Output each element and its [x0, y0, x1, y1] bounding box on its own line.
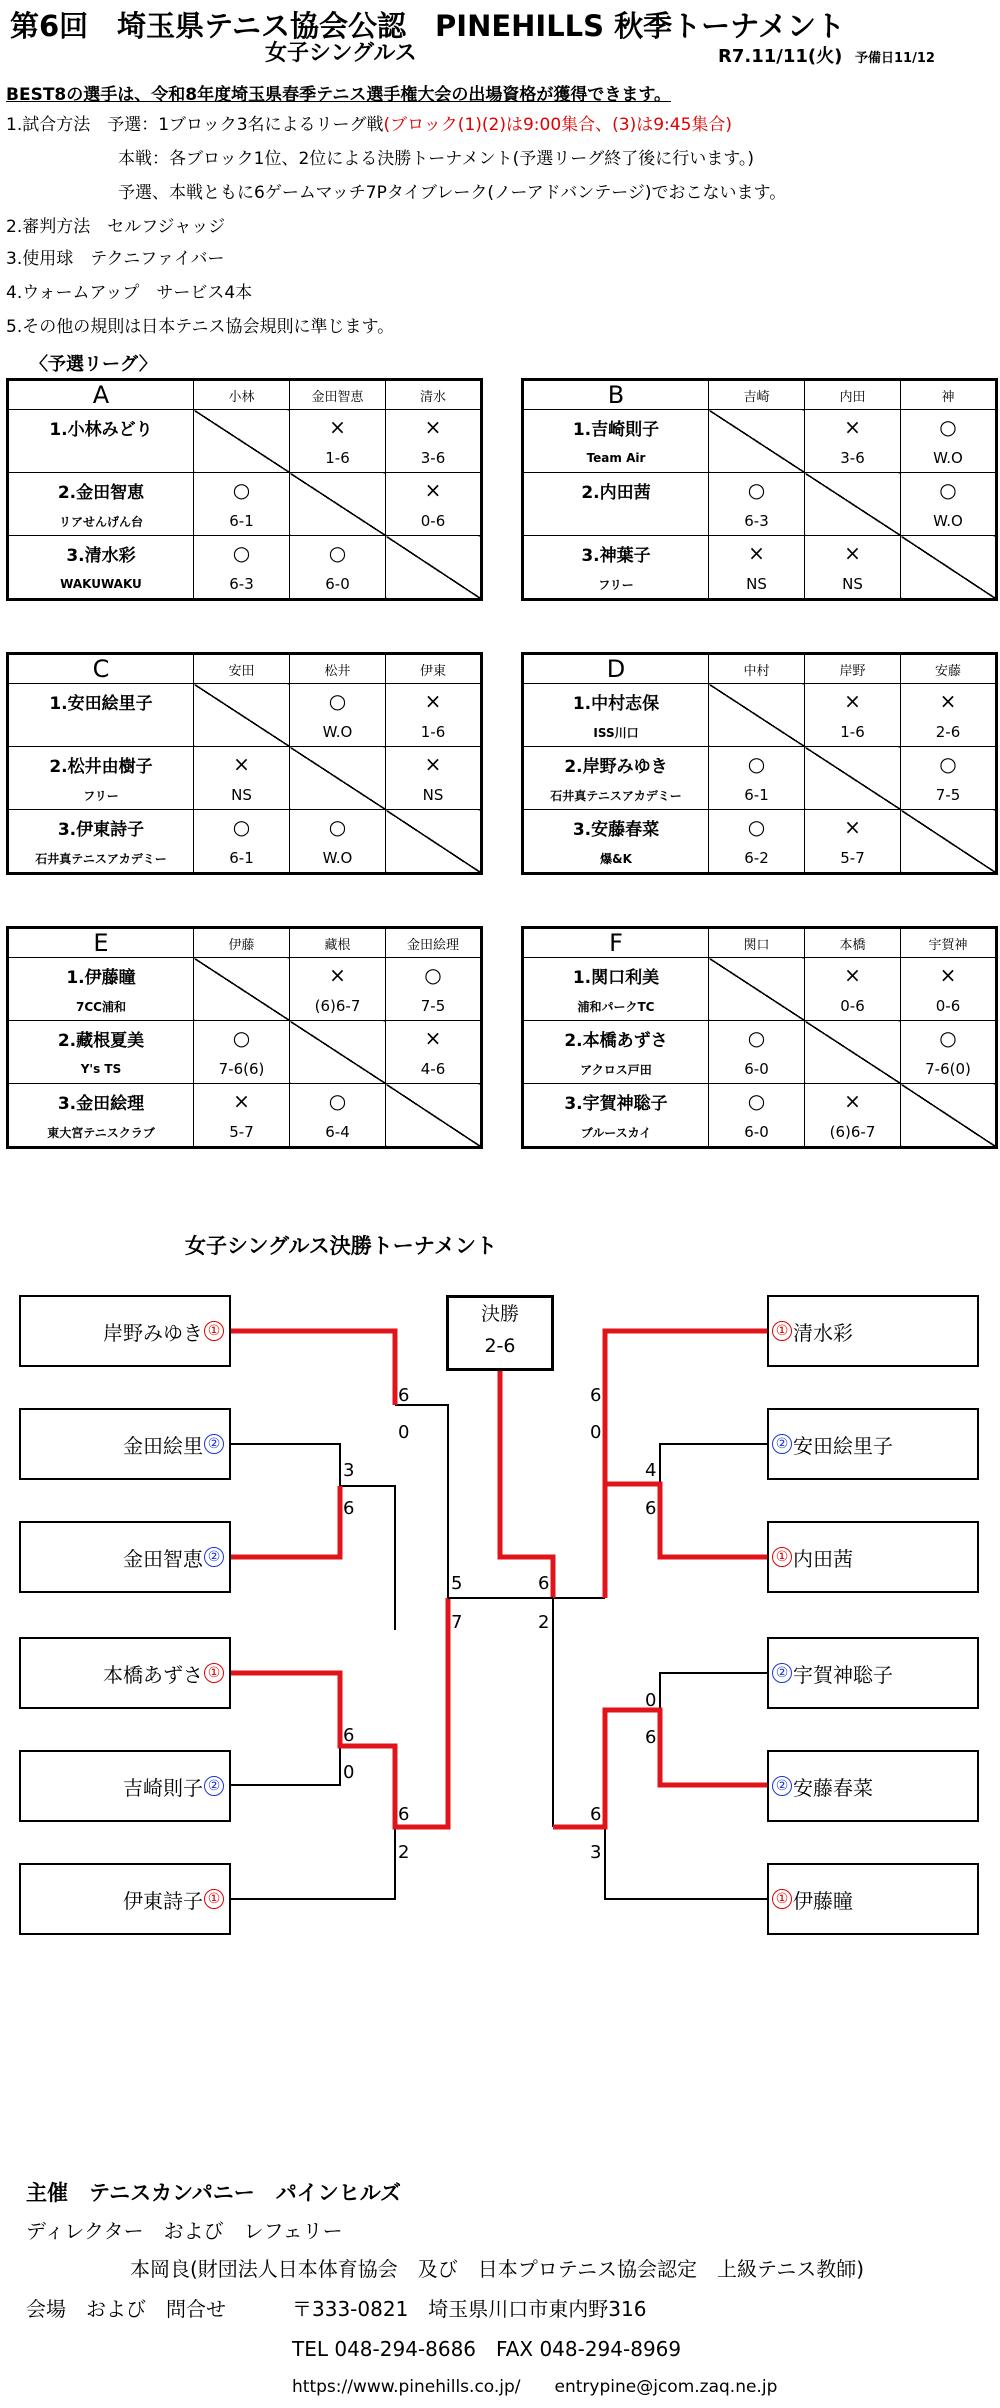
result-score: 5-7: [805, 844, 901, 874]
player-club: ISS川口: [523, 718, 709, 747]
opponent-header: 岸野: [805, 654, 901, 684]
best8-notice: BEST8の選手は、令和8年度埼玉県春季テニス選手権大会の出場資格が獲得できます。: [6, 85, 672, 105]
player-club: ブルースカイ: [523, 1118, 709, 1148]
player-name: 2.藏根夏美: [8, 1021, 194, 1056]
result-mark: ×: [805, 684, 901, 719]
result-score: W.O: [290, 844, 386, 874]
bracket-score: 6: [343, 1498, 355, 1519]
rule-match-method-text: 1.試合方法 予選：1ブロック3名によるリーグ戦: [6, 115, 384, 135]
result-mark: ×: [290, 410, 386, 445]
player-name: 3.伊東詩子: [8, 810, 194, 845]
result-score: 0-6: [805, 992, 901, 1021]
bracket-player-name: 安田絵里子: [793, 1433, 893, 1458]
result-score: 6-3: [194, 570, 290, 600]
result-mark: ×: [386, 684, 482, 719]
player-name: 2.内田茜: [523, 473, 709, 508]
opponent-header: 金田絵理: [386, 928, 482, 958]
seed-badge: ②: [204, 1434, 224, 1454]
result-score: NS: [386, 781, 482, 810]
result-score: 0-6: [386, 507, 482, 536]
result-score: 6-0: [290, 570, 386, 600]
result-mark: ×: [386, 747, 482, 782]
bracket-player-name: 吉崎則子: [123, 1775, 203, 1800]
bracket-player-left-6: [19, 1863, 231, 1935]
result-mark: ×: [805, 410, 901, 445]
bracket-winner-line: [231, 1486, 340, 1557]
player-name: 1.関口利美: [523, 958, 709, 993]
seed-badge: ①: [772, 1321, 792, 1341]
result-mark: ○: [194, 1021, 290, 1056]
bracket-player-left-1: [19, 1295, 231, 1367]
bracket-score: 0: [398, 1422, 410, 1443]
seed-badge: ②: [772, 1776, 792, 1796]
event-date: R7.11/11(火): [718, 46, 843, 67]
bracket-player-name: 伊東詩子: [123, 1888, 203, 1913]
bracket-player-left-5: [19, 1750, 231, 1822]
player-name: 3.安藤春菜: [523, 810, 709, 845]
player-name: 1.安田絵里子: [8, 684, 194, 719]
bracket-player-left-3: [19, 1521, 231, 1593]
player-club: 7CC浦和: [8, 992, 194, 1021]
rule-match-format: 予選、本戦ともに6ゲームマッチ7Pタイブレーク(ノーアドバンテージ)でおこないます。: [118, 183, 787, 203]
seed-badge: ①: [204, 1663, 224, 1683]
result-score: W.O: [901, 444, 997, 473]
result-score: 6-4: [290, 1118, 386, 1148]
result-mark: ○: [194, 473, 290, 508]
bracket-line: [231, 1827, 395, 1899]
bracket-player-left-4: [19, 1637, 231, 1709]
bracket-winner-line: [605, 1331, 767, 1484]
player-club: リアせんげん台: [8, 507, 194, 536]
result-mark: ○: [194, 810, 290, 845]
opponent-header: 内田: [805, 380, 901, 410]
player-name: 3.金田絵理: [8, 1084, 194, 1119]
bracket-player-right-1: [767, 1295, 979, 1367]
bracket-score: 0: [590, 1422, 602, 1443]
bracket-winner-line: [553, 1710, 767, 1827]
result-score: 6-1: [709, 781, 805, 810]
result-mark: ○: [901, 1021, 997, 1056]
player-name: 2.金田智恵: [8, 473, 194, 508]
organizer: 主催 テニスカンパニー パインヒルズ: [26, 2181, 402, 2205]
contact-phone: TEL 048-294-8686 FAX 048-294-8969: [292, 2337, 682, 2361]
result-score: 3-6: [805, 444, 901, 473]
bracket-line: [231, 1746, 340, 1785]
result-mark: ○: [709, 747, 805, 782]
result-score: 1-6: [290, 444, 386, 473]
bracket-player-right-4: [767, 1637, 979, 1709]
result-score: 6-0: [709, 1055, 805, 1084]
opponent-header: 中村: [709, 654, 805, 684]
result-mark: ○: [709, 1021, 805, 1056]
opponent-header: 金田智恵: [290, 380, 386, 410]
bracket-score: 2: [538, 1612, 550, 1633]
venue-label: 会場 および 問合せ: [26, 2297, 226, 2321]
group-name: D: [523, 654, 709, 684]
bracket-score: 0: [645, 1690, 657, 1711]
player-name: 1.中村志保: [523, 684, 709, 719]
rule-ball: 3.使用球 テクニファイバー: [6, 249, 225, 269]
bracket-winner-line: [605, 1484, 767, 1598]
bracket-line: [660, 1444, 767, 1484]
player-name: 2.松井由樹子: [8, 747, 194, 782]
bracket-score: 6: [538, 1573, 550, 1594]
bracket-player-name: 安藤春菜: [793, 1775, 873, 1800]
bracket-score: 3: [343, 1460, 355, 1481]
seed-badge: ①: [204, 1889, 224, 1909]
player-club: 東大宮テニスクラブ: [8, 1118, 194, 1148]
result-score: 4-6: [386, 1055, 482, 1084]
result-mark: ○: [709, 810, 805, 845]
result-score: 3-6: [386, 444, 482, 473]
seed-badge: ①: [772, 1547, 792, 1567]
result-mark: ×: [709, 536, 805, 571]
bracket-player-name: 金田絵里: [123, 1433, 203, 1458]
rule-umpire: 2.審判方法 セルフジャッジ: [6, 217, 226, 237]
player-club: Team Air: [523, 444, 709, 473]
seed-badge: ①: [772, 1889, 792, 1909]
group-name: C: [8, 654, 194, 684]
final-score: 2-6: [484, 1335, 516, 1357]
result-mark: ○: [290, 536, 386, 571]
result-score: 1-6: [386, 718, 482, 747]
player-name: 1.伊藤瞳: [8, 958, 194, 993]
director-name: 本岡良(財団法人日本体育協会 及び 日本プロテニス協会認定 上級テニス教師): [130, 2257, 865, 2281]
player-club: 石井真テニスアカデミー: [523, 781, 709, 810]
final-label: 決勝: [480, 1303, 519, 1325]
seed-badge: ②: [204, 1547, 224, 1567]
bracket-line: [231, 1444, 340, 1484]
result-mark: ×: [901, 684, 997, 719]
bracket-player-name: 岸野みゆき: [103, 1320, 203, 1345]
bracket-player-name: 伊藤瞳: [793, 1888, 853, 1913]
rule-other: 5.その他の規則は日本テニス協会規則に準じます。: [6, 317, 395, 337]
result-score: NS: [194, 781, 290, 810]
bracket-score: 6: [645, 1498, 657, 1519]
rule-assembly-times: (ブロック(1)(2)は9:00集合、(3)は9:45集合): [383, 115, 733, 135]
opponent-header: 藏根: [290, 928, 386, 958]
result-mark: ○: [290, 684, 386, 719]
result-score: 6-1: [194, 507, 290, 536]
rule-main-draw: 本戦：各ブロック1位、2位による決勝トーナメント(予選リーグ終了後に行います。): [118, 149, 755, 169]
seed-badge: ②: [772, 1663, 792, 1683]
opponent-header: 清水: [386, 380, 482, 410]
result-score: 7-6(0): [901, 1055, 997, 1084]
group-name: F: [523, 928, 709, 958]
result-score: 7-5: [386, 992, 482, 1021]
bracket-score: 6: [398, 1385, 410, 1406]
bracket-score: 0: [343, 1762, 355, 1783]
result-mark: ×: [805, 1084, 901, 1119]
result-score: W.O: [901, 507, 997, 536]
seed-badge: ②: [772, 1434, 792, 1454]
result-mark: ×: [805, 810, 901, 845]
result-score: 6-0: [709, 1118, 805, 1148]
bracket-line: [605, 1785, 767, 1899]
player-club: 爆&K: [523, 844, 709, 874]
result-score: 6-3: [709, 507, 805, 536]
player-name: 3.清水彩: [8, 536, 194, 571]
player-name: 2.本橋あずさ: [523, 1021, 709, 1056]
event-subtitle: 女子シングルス: [265, 41, 417, 66]
result-mark: ○: [901, 747, 997, 782]
opponent-header: 伊藤: [194, 928, 290, 958]
player-name: 3.神葉子: [523, 536, 709, 571]
result-mark: ○: [901, 410, 997, 445]
opponent-header: 伊東: [386, 654, 482, 684]
bracket-player-name: 清水彩: [793, 1320, 853, 1345]
bracket-player-right-6: [767, 1863, 979, 1935]
group-name: E: [8, 928, 194, 958]
opponent-header: 本橋: [805, 928, 901, 958]
result-mark: ○: [709, 1084, 805, 1119]
result-score: 0-6: [901, 992, 997, 1021]
rule-warmup: 4.ウォームアップ サービス4本: [6, 283, 253, 303]
opponent-header: 安田: [194, 654, 290, 684]
opponent-header: 関口: [709, 928, 805, 958]
bracket-title: 女子シングルス決勝トーナメント: [185, 1234, 497, 1258]
opponent-header: 吉崎: [709, 380, 805, 410]
result-score: 2-6: [901, 718, 997, 747]
player-name: 1.小林みどり: [8, 410, 194, 445]
bracket-score: 6: [590, 1804, 602, 1825]
venue-address: 〒333-0821 埼玉県川口市東内野316: [292, 2297, 647, 2321]
bracket-line: [553, 1598, 605, 1827]
bracket-score: 4: [645, 1460, 657, 1481]
bracket-score: 6: [645, 1727, 657, 1748]
result-score: NS: [709, 570, 805, 600]
bracket-score: 3: [590, 1842, 602, 1863]
result-score: 6-2: [709, 844, 805, 874]
result-mark: ×: [194, 1084, 290, 1119]
bracket-player-left-2: [19, 1408, 231, 1480]
result-mark: ×: [805, 958, 901, 993]
result-score: 1-6: [805, 718, 901, 747]
result-score: (6)6-7: [290, 992, 386, 1021]
bracket-player-name: 内田茜: [793, 1546, 853, 1571]
bracket-line: [660, 1673, 767, 1710]
director-label: ディレクター および レフェリー: [26, 2219, 343, 2243]
bracket-player-name: 宇賀神聡子: [793, 1662, 893, 1687]
player-name: 2.岸野みゆき: [523, 747, 709, 782]
bracket-player-name: 本橋あずさ: [103, 1662, 203, 1687]
bracket-winner-line: [231, 1331, 395, 1405]
player-club: WAKUWAKU: [8, 570, 194, 600]
result-score: 7-5: [901, 781, 997, 810]
result-mark: ×: [194, 747, 290, 782]
player-name: 1.吉崎則子: [523, 410, 709, 445]
result-score: NS: [805, 570, 901, 600]
result-mark: ○: [194, 536, 290, 571]
opponent-header: 小林: [194, 380, 290, 410]
final-box: [446, 1295, 554, 1371]
player-club: フリー: [523, 570, 709, 600]
bracket-score: 7: [451, 1612, 463, 1633]
bracket-winner-line: [500, 1371, 553, 1598]
bracket-winner-line: [231, 1598, 448, 1827]
bracket-player-right-2: [767, 1408, 979, 1480]
result-mark: ○: [709, 473, 805, 508]
player-club: アクロス戸田: [523, 1055, 709, 1084]
result-mark: ×: [805, 536, 901, 571]
seed-badge: ②: [204, 1776, 224, 1796]
result-mark: ×: [386, 410, 482, 445]
result-mark: ○: [290, 810, 386, 845]
player-club: 浦和パークTC: [523, 992, 709, 1021]
result-score: 5-7: [194, 1118, 290, 1148]
group-name: B: [523, 380, 709, 410]
result-mark: ○: [386, 958, 482, 993]
player-name: 3.宇賀神聡子: [523, 1084, 709, 1119]
seed-badge: ①: [204, 1321, 224, 1341]
opponent-header: 宇賀神: [901, 928, 997, 958]
bracket-score: 6: [343, 1725, 355, 1746]
bracket-score: 6: [398, 1804, 410, 1825]
result-mark: ×: [901, 958, 997, 993]
result-score: W.O: [290, 718, 386, 747]
prelim-league-label: 〈予選リーグ〉: [30, 354, 157, 375]
player-club: フリー: [8, 781, 194, 810]
result-mark: ×: [386, 1021, 482, 1056]
result-score: (6)6-7: [805, 1118, 901, 1148]
bracket-score: 5: [451, 1573, 463, 1594]
opponent-header: 安藤: [901, 654, 997, 684]
result-score: 6-1: [194, 844, 290, 874]
result-mark: ×: [290, 958, 386, 993]
player-club: 石井真テニスアカデミー: [8, 844, 194, 874]
result-mark: ×: [386, 473, 482, 508]
page-title: 第6回 埼玉県テニス協会公認 PINEHILLS 秋季トーナメント: [10, 9, 845, 43]
bracket-player-right-5: [767, 1750, 979, 1822]
opponent-header: 神: [901, 380, 997, 410]
bracket-score: 2: [398, 1842, 410, 1863]
player-club: Y's TS: [8, 1055, 194, 1084]
contact-web: https://www.pinehills.co.jp/ entrypine@jcom.zaq.ne.jp: [292, 2377, 778, 2397]
opponent-header: 松井: [290, 654, 386, 684]
group-name: A: [8, 380, 194, 410]
bracket-player-name: 金田智恵: [123, 1546, 203, 1571]
bracket-score: 6: [590, 1385, 602, 1406]
result-mark: ○: [290, 1084, 386, 1119]
reserve-date: 予備日11/12: [855, 51, 935, 66]
bracket-player-right-3: [767, 1521, 979, 1593]
result-score: 7-6(6): [194, 1055, 290, 1084]
result-mark: ○: [901, 473, 997, 508]
